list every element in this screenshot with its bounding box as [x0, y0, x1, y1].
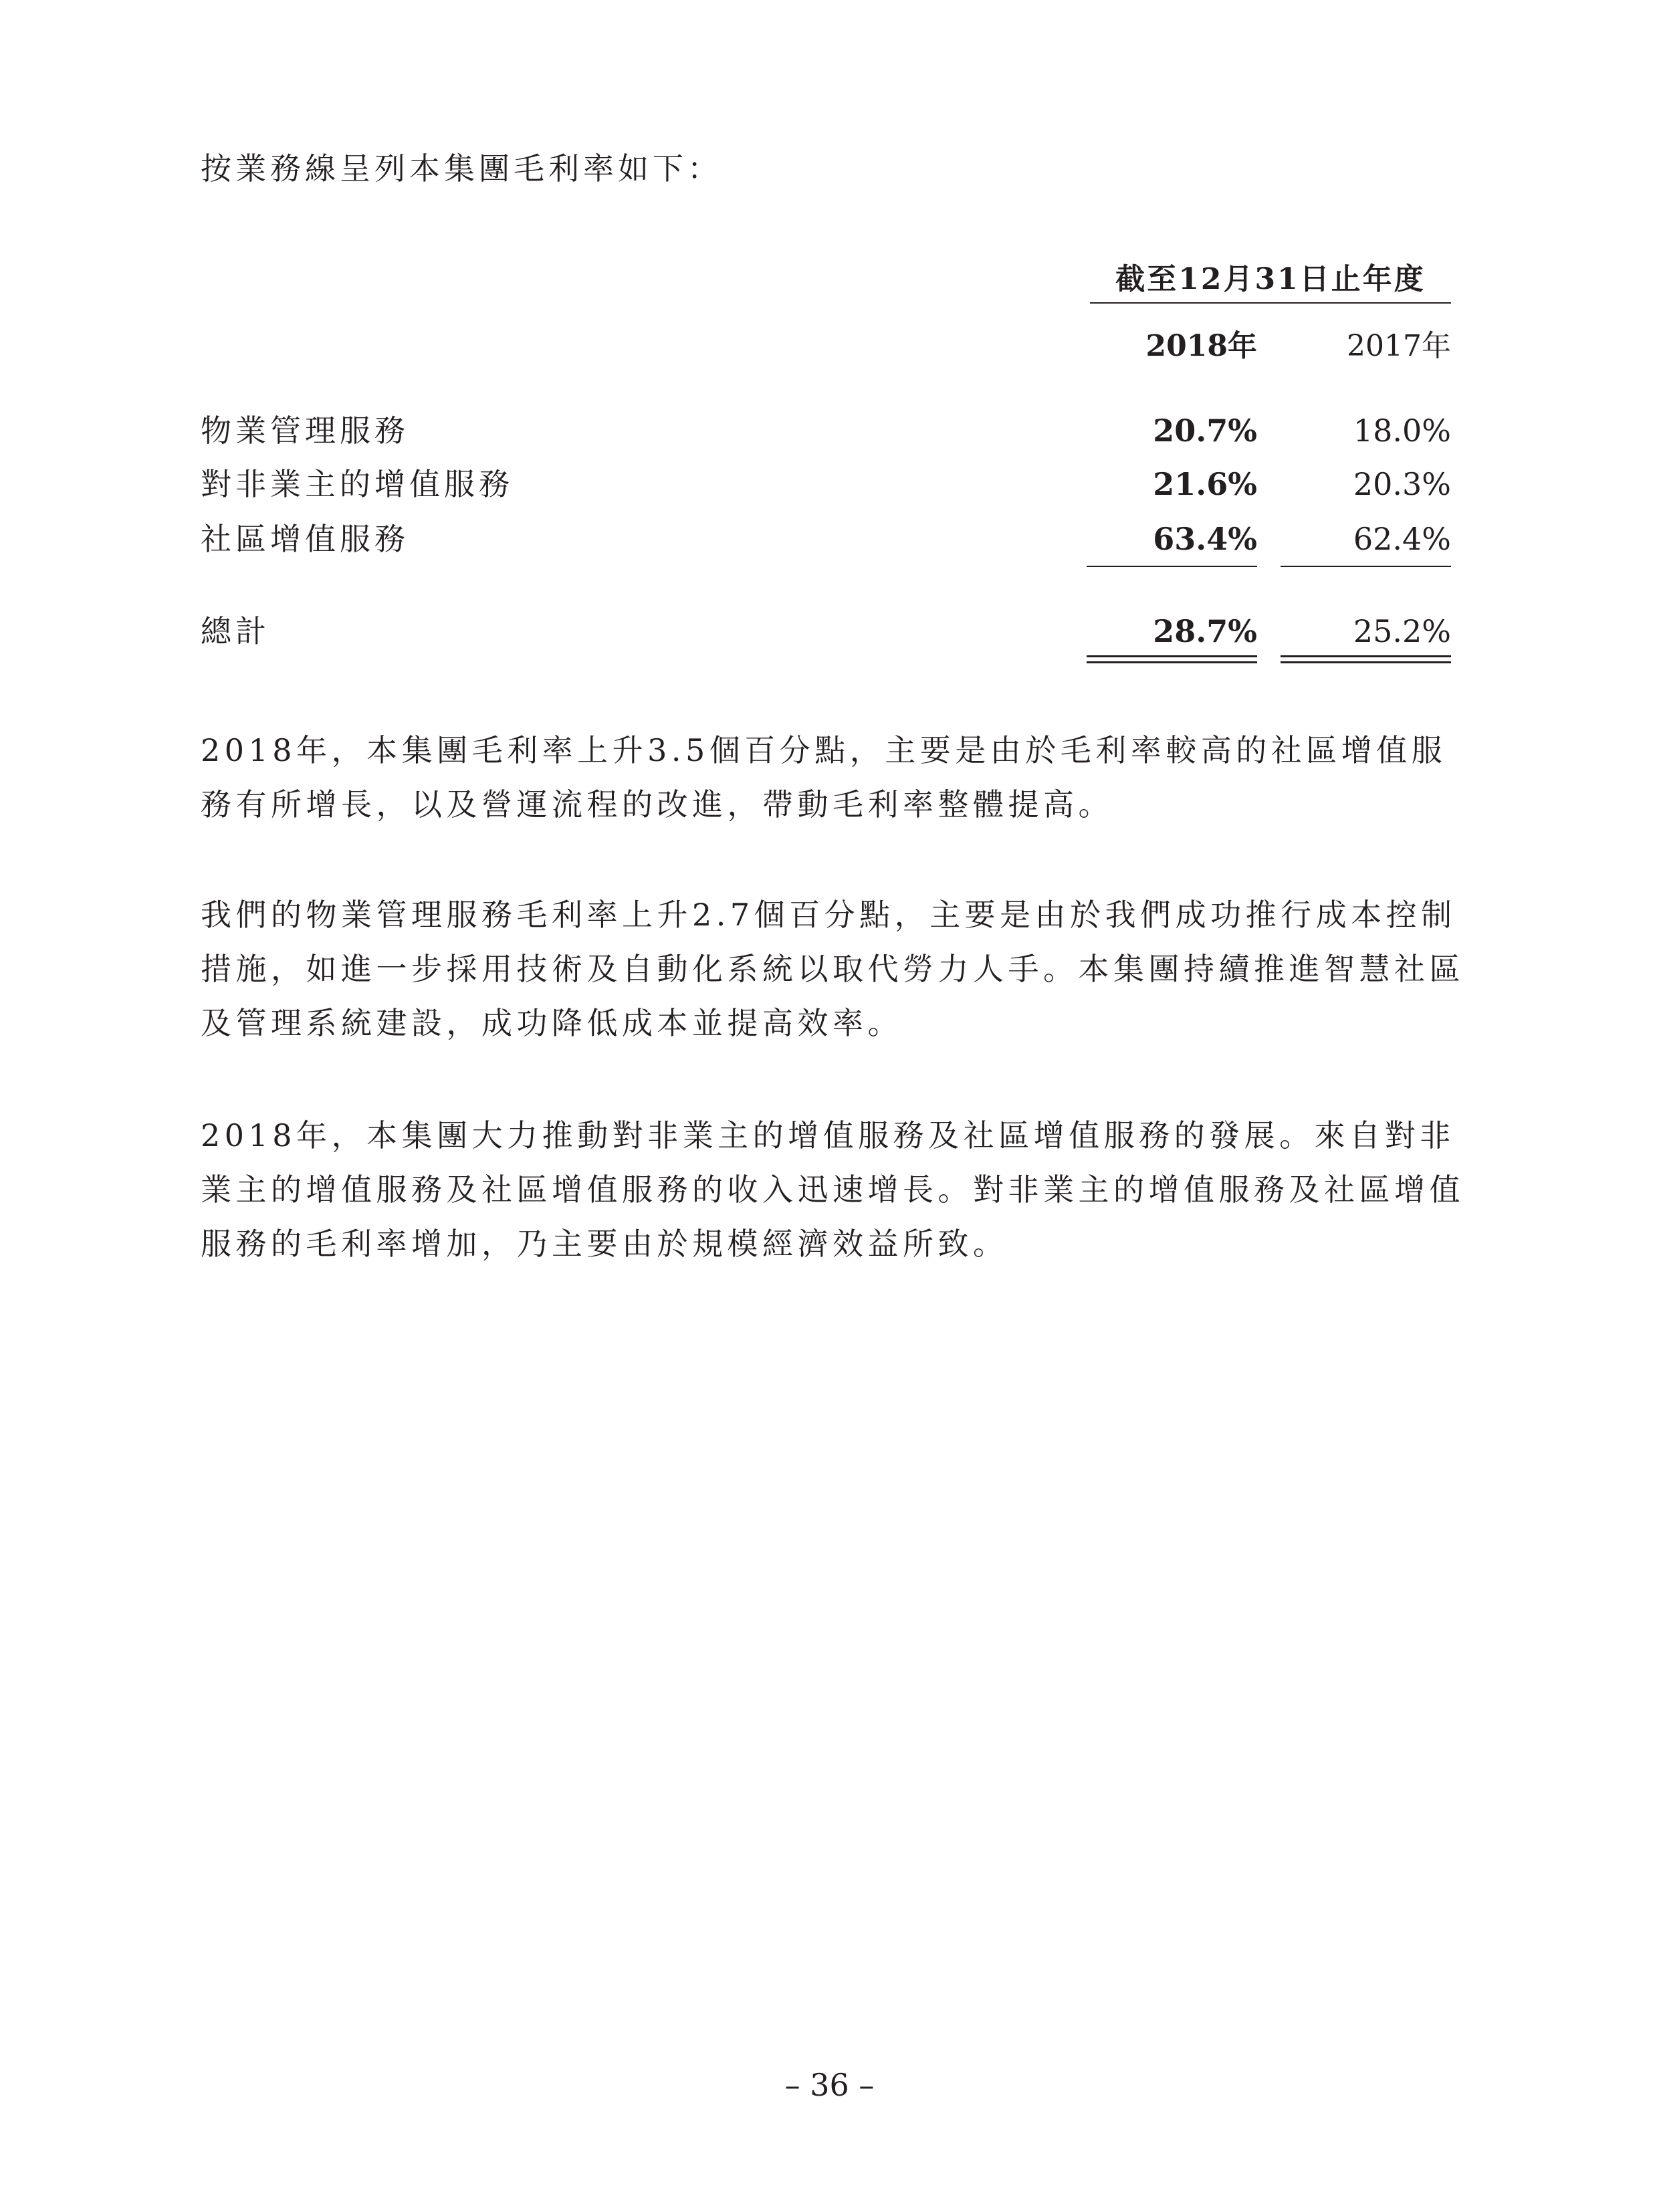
- row-label-community-vas: 社區增值服務: [201, 521, 409, 557]
- paragraph-2: 我們的物業管理服務毛利率上升2.7個百分點，主要是由於我們成功推行成本控制措施，如進一步採用技術及自動化系統以取代勞力人手。本集團持續推進智慧社區及管理系統建設，成功降低成本並提高效率。: [201, 897, 1464, 1041]
- intro-text: 按業務線呈列本集團毛利率如下：: [201, 150, 722, 187]
- row-value-2017: 18.0%: [1353, 413, 1451, 449]
- total-value-2017: 25.2%: [1353, 613, 1451, 649]
- row-value-2017: 20.3%: [1353, 466, 1451, 502]
- row-value-2018: 21.6%: [1153, 466, 1257, 502]
- row-label-total: 總計: [201, 613, 270, 649]
- subtotal-rule-2017: [1281, 566, 1451, 567]
- column-header-2017: 2017年: [1347, 329, 1451, 363]
- column-header-2018: 2018年: [1145, 329, 1257, 363]
- row-label-non-owner-vas: 對非業主的增值服務: [201, 466, 514, 502]
- paragraph-3: 2018年，本集團大力推動對非業主的增值服務及社區增值服務的發展。來自對非業主的增值服務及社區增值服務的收入迅速增長。對非業主的增值服務及社區增值服務的毛利率增加，乃主要由於規模經濟效益所致。: [201, 1117, 1464, 1262]
- row-value-2018: 63.4%: [1153, 521, 1257, 557]
- total-value-2018: 28.7%: [1153, 613, 1257, 649]
- total-double-rule-2018: [1087, 655, 1257, 663]
- row-value-2018: 20.7%: [1153, 413, 1257, 449]
- total-double-rule-2017: [1281, 655, 1451, 663]
- row-value-2017: 62.4%: [1353, 521, 1451, 557]
- page-number: – 36 –: [784, 2067, 875, 2103]
- row-label-property-management: 物業管理服務: [201, 413, 409, 449]
- subtotal-rule-2018: [1087, 566, 1257, 567]
- paragraph-1: 2018年，本集團毛利率上升3.5個百分點，主要是由於毛利率較高的社區增值服務有所增長，以及營運流程的改進，帶動毛利率整體提高。: [201, 732, 1447, 822]
- period-header: 截至12月31日止年度: [1115, 262, 1426, 296]
- period-header-rule: [1090, 302, 1451, 304]
